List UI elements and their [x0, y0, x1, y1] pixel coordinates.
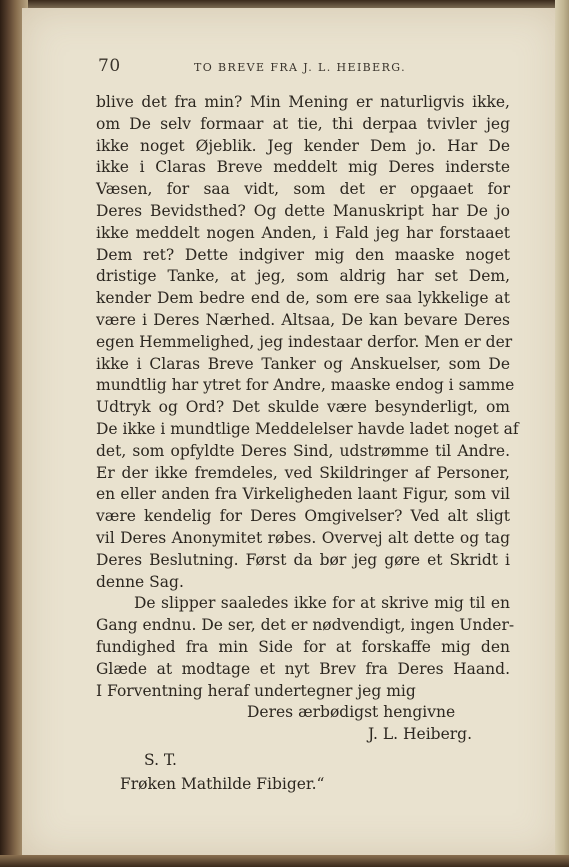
text-line: Gang endnu. De ser, det er nødvendigt, ingen Under-	[96, 616, 515, 635]
text-line: Væsen, for saa vidt, som det er opgaaet for	[96, 180, 510, 199]
text-line: Deres Bevidsthed? Og dette Manuskript har De jo	[96, 201, 510, 220]
running-head	[76, 56, 506, 80]
text-line: I Forventning heraf undertegner jeg mig	[96, 681, 416, 700]
text-line: Er der ikke fremdeles, ved Skildringer af Personer,	[96, 463, 510, 482]
text-line: denne Sag.	[96, 572, 184, 591]
initials: S. T.	[144, 750, 177, 769]
page-number: 70	[98, 56, 121, 76]
text-line: dristige Tanke, at jeg, som aldrig har set Dem,	[96, 267, 510, 286]
text-line: egen Hemmelighed, jeg indestaar derfor. Men er der	[96, 332, 513, 351]
addressee: Frøken Mathilde Fibiger.“	[120, 774, 325, 793]
text-line: Deres Beslutning. Først da bør jeg gøre et Skridt i	[96, 550, 510, 569]
text-line: være kendelig for Deres Omgivelser? Ved alt sligt	[96, 507, 510, 526]
text-line: vil Deres Anonymitet røbes. Overvej alt dette og tag	[96, 528, 510, 547]
page-right-edge	[555, 0, 569, 867]
text-line: det, som opfyldte Deres Sind, udstrømme til Andre.	[96, 441, 510, 460]
text-line: mundtlig har ytret for Andre, maaske endog i samme	[96, 376, 515, 395]
text-line: være i Deres Nærhed. Altsaa, De kan bevare Deres	[96, 310, 510, 329]
text-line: ikke i Claras Breve Tanker og Anskuelser, som De	[96, 354, 510, 373]
text-line: en eller anden fra Virkeligheden laant Figur, som vil	[96, 485, 510, 504]
text-line: ikke meddelt nogen Anden, i Fald jeg har forstaaet	[96, 223, 510, 242]
text-line: Dem ret? Dette indgiver mig den maaske noget	[96, 245, 510, 264]
text-line: ikke noget Øjeblik. Jeg kender Dem jo. Har De	[96, 136, 510, 155]
book-edge-bottom	[0, 855, 569, 867]
text-line: Glæde at modtage et nyt Brev fra Deres Haand.	[96, 659, 510, 678]
paragraph-first-line: De slipper saaledes ikke for at skrive mig til en	[134, 594, 510, 613]
text-line: om De selv formaar at tie, thi derpaa tvivler jeg	[96, 114, 510, 133]
letter-text	[96, 92, 519, 796]
text-line: De ikke i mundtlige Meddelelser havde ladet noget af	[96, 419, 519, 438]
text-line: Udtryk og Ord? Det skulde være besynderligt, om	[96, 398, 510, 417]
signature: J. L. Heiberg.	[368, 725, 473, 744]
running-title: TO BREVE FRA J. L. HEIBERG.	[194, 61, 406, 74]
text-line: fundighed fra min Side for at forskaffe mig den	[96, 637, 510, 656]
text-line: blive det fra min? Min Mening er naturligvis ikke,	[96, 93, 510, 111]
closing-salutation: Deres ærbødigst hengivne	[247, 703, 456, 722]
text-line: kender Dem bedre end de, som ere saa lykkelige at	[96, 289, 510, 308]
text-line: ikke i Claras Breve meddelt mig Deres inderste	[96, 158, 510, 177]
